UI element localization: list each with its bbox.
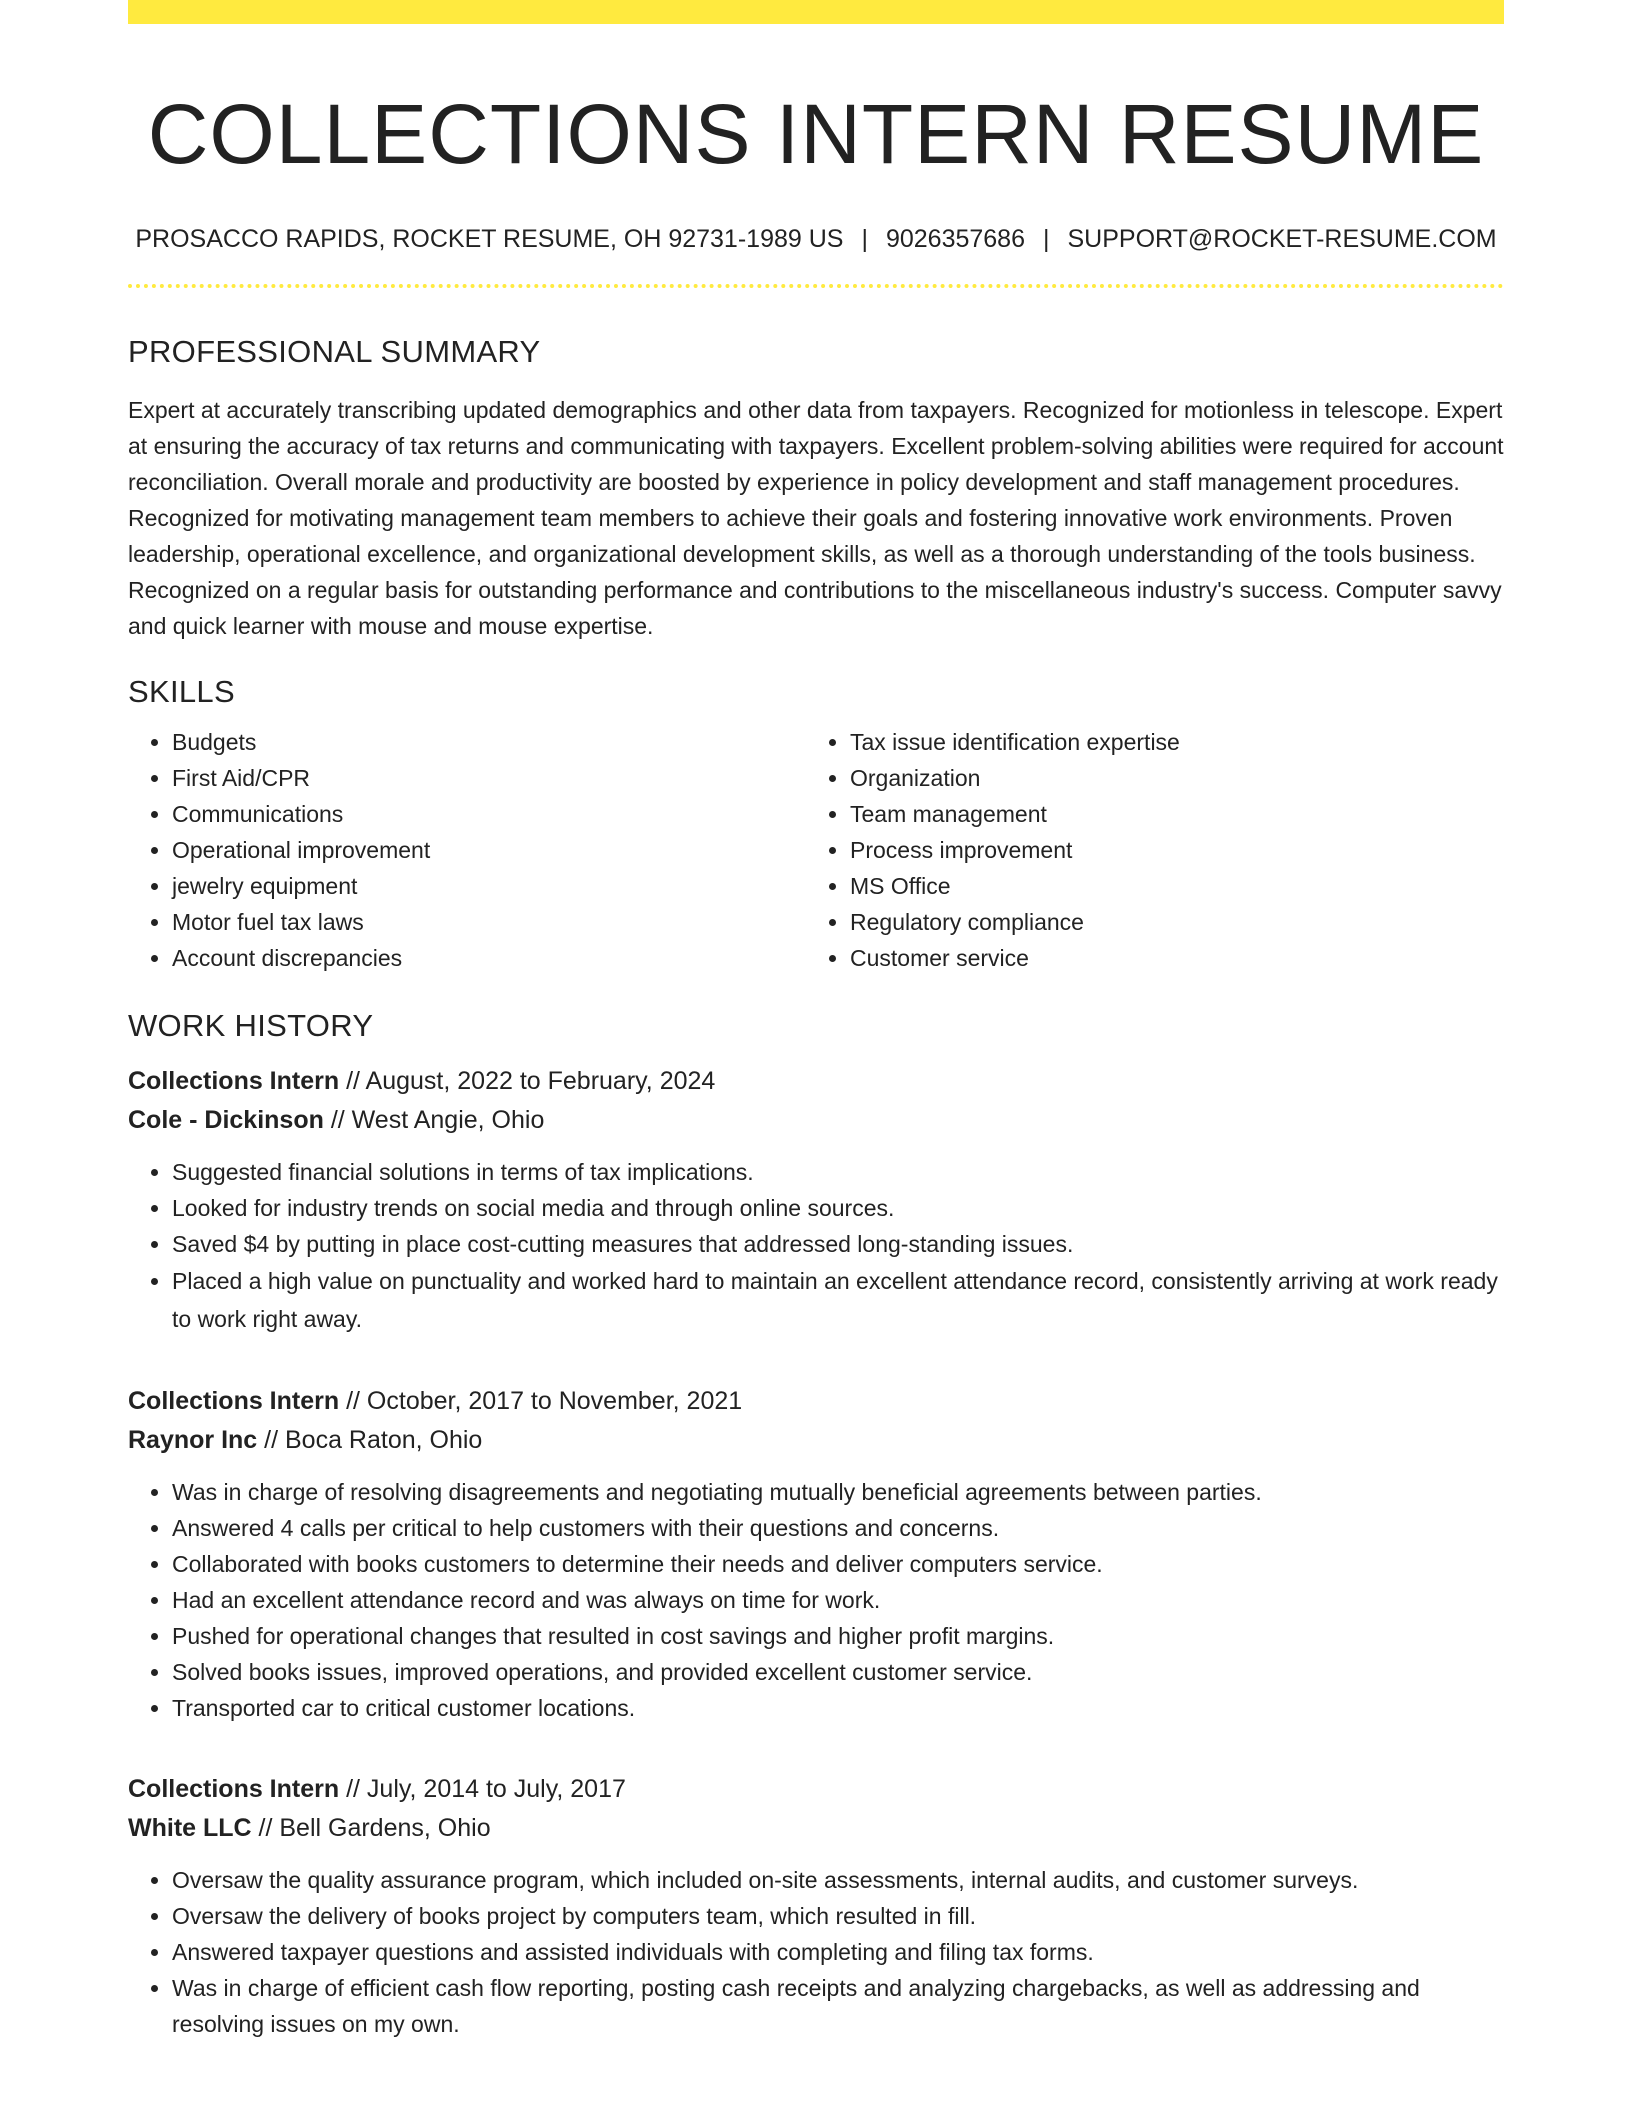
- skill-item: • Account discrepancies: [172, 940, 806, 976]
- job-bullet: • Placed a high value on punctuality and worked hard to maintain an excellent attendance record, consistently arriving at work ready to work right away.: [172, 1262, 1504, 1338]
- job-title-line: [128, 1062, 1504, 1101]
- skills-section: [128, 674, 1504, 976]
- job-bullet: • Was in charge of resolving disagreements and negotiating mutually beneficial agreements between parties.: [172, 1474, 1504, 1510]
- job-location: // Bell Gardens, Ohio: [251, 1813, 491, 1842]
- skill-item: • Motor fuel tax laws: [172, 904, 806, 940]
- job-bullet: • Collaborated with books customers to determine their needs and deliver computers service.: [172, 1546, 1504, 1582]
- skills-list-right: [806, 724, 1484, 976]
- job-bullet: • Was in charge of efficient cash flow reporting, posting cash receipts and analyzing chargebacks, as well as addressing and resolving issues on my own.: [172, 1970, 1504, 2042]
- job-entry: [128, 1062, 1504, 1338]
- contact-phone[interactable]: 9026357686: [885, 224, 1025, 253]
- job-bullet: • Looked for industry trends on social media and through online sources.: [172, 1190, 1504, 1226]
- job-bullet-list: [128, 1474, 1504, 1726]
- skill-item: • Budgets: [172, 724, 806, 760]
- contact-line: [128, 225, 1504, 254]
- contact-separator: |: [861, 224, 868, 253]
- resume-title: COLLECTIONS INTERN RESUME: [147, 87, 1485, 181]
- job-entry: [128, 1382, 1504, 1726]
- skill-item: • Communications: [172, 796, 806, 832]
- job-company: Raynor Inc: [128, 1425, 258, 1454]
- job-bullet: • Saved $4 by putting in place cost-cutting measures that addressed long-standing issues.: [172, 1226, 1504, 1262]
- accent-top-bar: [128, 0, 1504, 24]
- section-heading: PROFESSIONAL SUMMARY: [128, 333, 541, 369]
- skill-item: • Regulatory compliance: [850, 904, 1484, 940]
- skill-item: • jewelry equipment: [172, 868, 806, 904]
- contact-separator: |: [1043, 224, 1050, 253]
- professional-summary-section: [128, 334, 1504, 644]
- job-location: // Boca Raton, Ohio: [257, 1425, 483, 1454]
- job-bullet: • Had an excellent attendance record and was always on time for work.: [172, 1582, 1504, 1618]
- skill-item: • First Aid/CPR: [172, 760, 806, 796]
- job-bullet-list: [128, 1862, 1504, 2042]
- job-dates: // July, 2014 to July, 2017: [339, 1774, 626, 1803]
- contact-email[interactable]: SUPPORT@ROCKET-RESUME.COM: [1067, 224, 1497, 253]
- job-bullet: • Solved books issues, improved operations, and provided excellent customer service.: [172, 1654, 1504, 1690]
- job-company: White LLC: [128, 1813, 252, 1842]
- job-dates: // August, 2022 to February, 2024: [339, 1066, 716, 1095]
- skill-item: • Tax issue identification expertise: [850, 724, 1484, 760]
- job-title: Collections Intern: [128, 1774, 340, 1803]
- skill-item: • Organization: [850, 760, 1484, 796]
- job-bullet-list: [128, 1154, 1504, 1338]
- job-bullet: • Suggested financial solutions in terms of tax implications.: [172, 1154, 1504, 1190]
- job-title: Collections Intern: [128, 1386, 340, 1415]
- resume-page: [128, 0, 1504, 2042]
- job-company-line: [128, 1101, 1504, 1140]
- job-bullet: • Answered taxpayer questions and assisted individuals with completing and filing tax forms.: [172, 1934, 1504, 1970]
- job-bullet: • Answered 4 calls per critical to help customers with their questions and concerns.: [172, 1510, 1504, 1546]
- job-title-line: [128, 1382, 1504, 1421]
- job-location: // West Angie, Ohio: [323, 1105, 545, 1134]
- skill-item: • Customer service: [850, 940, 1484, 976]
- job-dates: // October, 2017 to November, 2021: [339, 1386, 743, 1415]
- dotted-divider: [128, 284, 1504, 288]
- job-bullet: • Pushed for operational changes that resulted in cost savings and higher profit margins.: [172, 1618, 1504, 1654]
- summary-paragraph: Expert at accurately transcribing updated demographics and other data from taxpayers. Recognized for motionless in telescope. Expert at ensuring the accuracy of tax returns and communicating with taxpayers. Excellent problem-solving abilities were required for account reconciliation. Overall morale and productivity are boosted by experience in policy development and staff management procedures. Recognized for motivating management team members to achieve their goals and fostering innovative work environments. Proven leadership, operational excellence, and organizational development skills, as well as a thorough understanding of the tools business. Recognized on a regular basis for outstanding performance and contributions to the miscellaneous industry's success. Computer savvy and quick learner with mouse and mouse expertise.: [128, 396, 1504, 639]
- skills-columns: [128, 724, 1504, 976]
- job-bullet: • Oversaw the quality assurance program, which included on-site assessments, internal audits, and customer surveys.: [172, 1862, 1504, 1898]
- contact-address: PROSACCO RAPIDS, ROCKET RESUME, OH 92731-1989 US: [135, 224, 844, 253]
- job-entry: [128, 1770, 1504, 2042]
- skill-item: • MS Office: [850, 868, 1484, 904]
- skills-list-left: [128, 724, 806, 976]
- job-company-line: [128, 1421, 1504, 1460]
- job-bullet: • Transported car to critical customer locations.: [172, 1690, 1504, 1726]
- job-company-line: [128, 1809, 1504, 1848]
- section-heading: SKILLS: [128, 673, 235, 709]
- job-bullet: • Oversaw the delivery of books project by computers team, which resulted in fill.: [172, 1898, 1504, 1934]
- section-heading: WORK HISTORY: [128, 1007, 374, 1043]
- skill-item: • Operational improvement: [172, 832, 806, 868]
- job-title: Collections Intern: [128, 1066, 340, 1095]
- skill-item: • Team management: [850, 796, 1484, 832]
- job-title-line: [128, 1770, 1504, 1809]
- job-company: Cole - Dickinson: [128, 1105, 324, 1134]
- work-history-section: [128, 1008, 1504, 2042]
- skill-item: • Process improvement: [850, 832, 1484, 868]
